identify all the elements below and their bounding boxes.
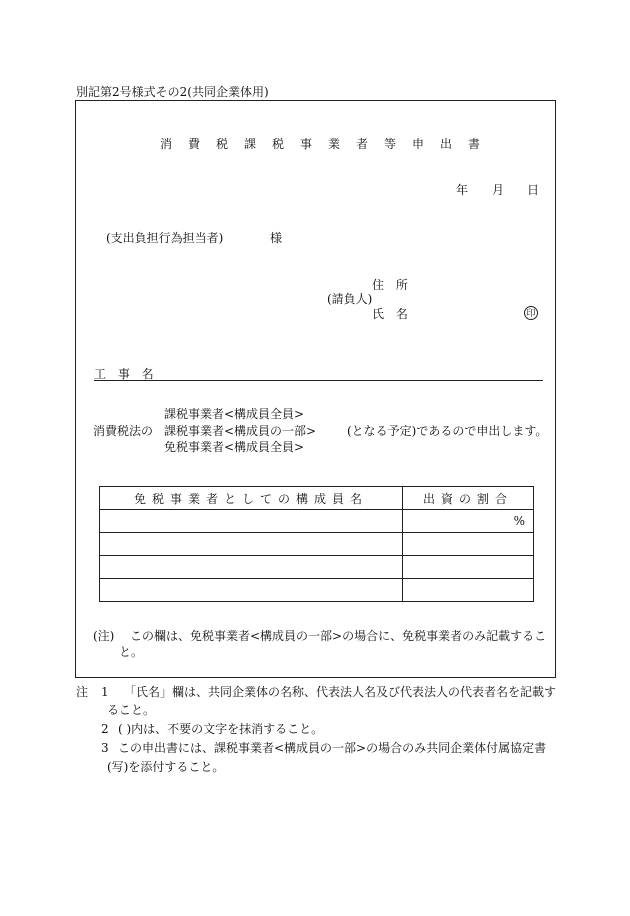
member-name-cell[interactable]	[100, 533, 403, 556]
table-row	[100, 510, 534, 533]
footnote-3-line1: この申出書には、課税事業者<構成員の一部>の場合のみ共同企業体付属協定書	[118, 741, 547, 755]
member-name-cell[interactable]	[100, 579, 403, 602]
table-row	[100, 533, 534, 556]
footnotes-label: 注	[76, 685, 89, 699]
address-label: 住 所	[372, 278, 412, 292]
table-row	[100, 579, 534, 602]
exempt-members-table	[99, 486, 534, 602]
name-label: 氏 名	[372, 307, 412, 321]
form-number-label: 別記第2号様式その2(共同企業体用)	[76, 85, 269, 99]
footnote-2-number: 2	[101, 722, 109, 736]
construction-name-label: 工 事 名	[94, 367, 158, 381]
form-title: 消費税課税事業者等申出書	[160, 137, 497, 151]
member-name-header: 免税事業者としての構成員名	[100, 487, 403, 510]
declaration-suffix: (となる予定)であるので申出します。	[347, 424, 548, 438]
footnote-1-line1: 「氏名」欄は、共同企業体の名称、代表法人名及び代表法人の代表者名を記載す	[124, 685, 557, 699]
footnote-1-line2: ること。	[107, 703, 156, 717]
member-name-cell[interactable]	[100, 556, 403, 579]
capital-ratio-cell[interactable]	[403, 556, 534, 579]
addressee-honorific: 様	[270, 231, 283, 245]
option-all-exempt: 免税事業者<構成員全員>	[164, 440, 305, 454]
table-row	[100, 556, 534, 579]
capital-ratio-cell[interactable]: %	[403, 510, 534, 533]
footnote-1-number: 1	[101, 685, 109, 699]
date-year: 年	[456, 183, 469, 197]
footnote-3-number: 3	[101, 741, 109, 755]
date-day: 日	[527, 183, 540, 197]
contractor-label: (請負人)	[327, 292, 373, 306]
box-note-line2: と。	[119, 645, 144, 659]
box-note-label: (注)	[93, 629, 115, 643]
option-partial-taxable: 課税事業者<構成員の一部>	[164, 424, 317, 438]
capital-ratio-cell[interactable]	[403, 533, 534, 556]
addressee-role: (支出負担行為担当者)	[106, 231, 224, 245]
date-month: 月	[492, 183, 505, 197]
box-note-line1: この欄は、免税事業者<構成員の一部>の場合に、免税事業者のみ記載するこ	[130, 629, 547, 643]
footnote-3-line2: (写)を添付すること。	[107, 760, 225, 774]
capital-ratio-header: 出資の割合	[403, 487, 534, 510]
seal-mark: 印	[524, 306, 538, 320]
capital-ratio-cell[interactable]	[403, 579, 534, 602]
option-all-taxable: 課税事業者<構成員全員>	[164, 407, 305, 421]
declaration-lead: 消費税法の	[93, 424, 154, 438]
construction-name-line	[94, 380, 543, 381]
member-name-cell[interactable]	[100, 510, 403, 533]
table-header-row	[100, 487, 534, 510]
footnote-2-line1: ( )内は、不要の文字を抹消すること。	[118, 722, 324, 736]
